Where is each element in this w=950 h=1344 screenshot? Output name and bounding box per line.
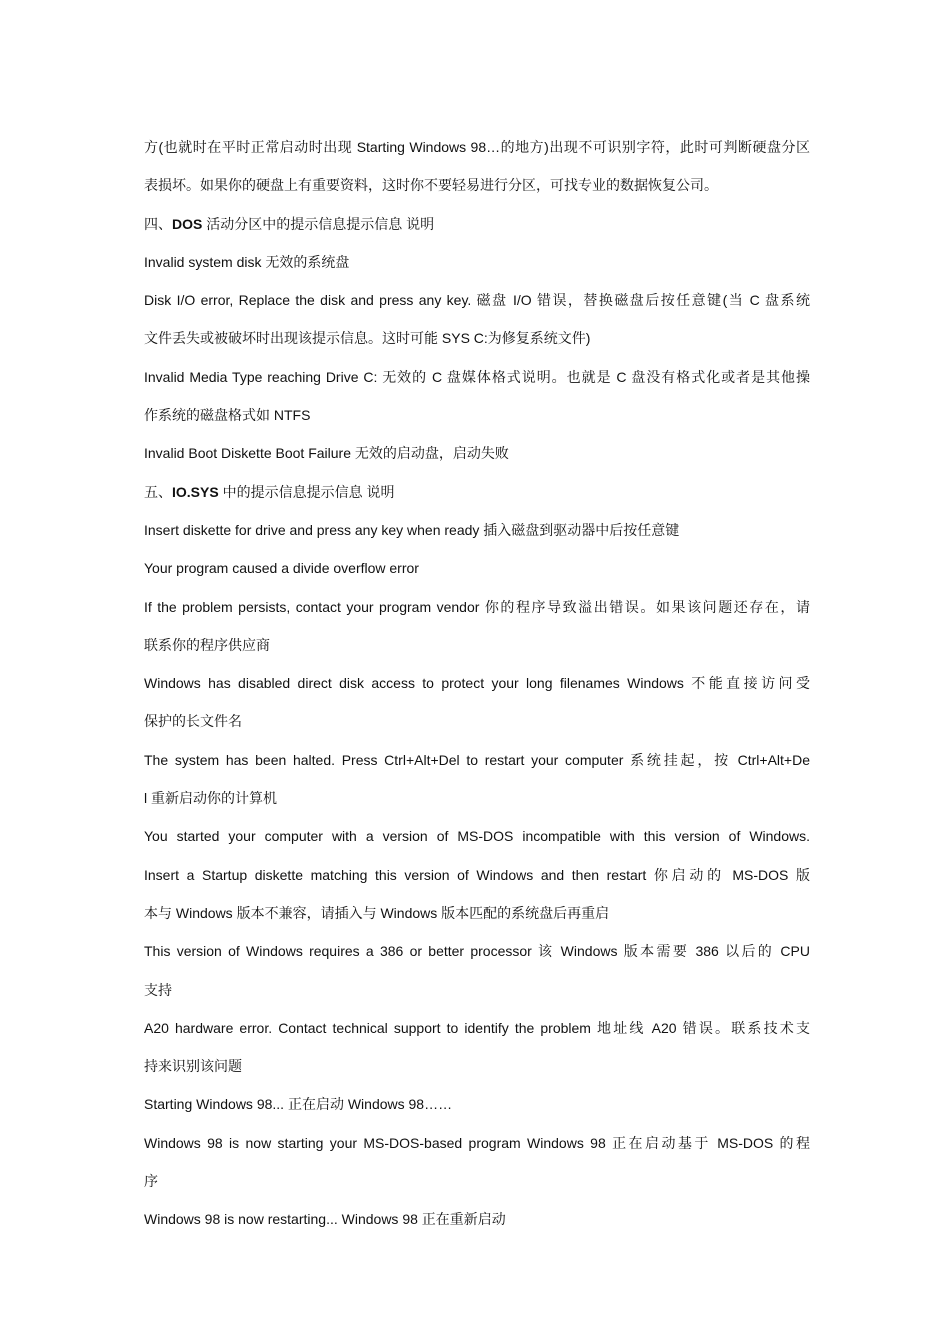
section-heading-io-sys — [144, 473, 810, 511]
heading-prefix: 四、 — [144, 215, 172, 232]
text-line: 持来识别该问题 — [144, 1058, 242, 1075]
document-body — [144, 128, 810, 1239]
heading-suffix: 中的提示信息提示信息 说明 — [218, 483, 395, 500]
text-line: Windows 98 is now starting your MS-DOS-based program Windows 98 正在启动基于 MS-DOS 的程 — [144, 1134, 810, 1151]
text-line: Invalid Media Type reaching Drive C: 无效的 C 盘媒体格式说明。也就是 C 盘没有格式化或者是其他操 — [144, 368, 810, 385]
text-line: 表损坏。如果你的硬盘上有重要资料，这时你不要轻易进行分区，可找专业的数据恢复公司。 — [144, 177, 718, 194]
heading-prefix: 五、 — [144, 483, 172, 500]
text-line: Windows has disabled direct disk access to protect your long filenames Windows 不能直接访问受 — [144, 675, 810, 692]
text-line: This version of Windows requires a 386 or better processor 该 Windows 版本需要 386 以后的 CPU — [144, 943, 810, 960]
heading-suffix: 活动分区中的提示信息提示信息 说明 — [202, 215, 435, 232]
text-line: 方(也就时在平时正常启动时出现 Starting Windows 98…的地方)出现不可识别字符，此时可判断硬盘分区 — [144, 139, 810, 155]
section-heading-dos — [144, 205, 810, 243]
text-line: You started your computer with a version of MS-DOS incompatible with this version of Windows. — [144, 828, 810, 845]
text-line: Invalid system disk 无效的系统盘 — [144, 253, 350, 270]
text-line: If the problem persists, contact your program vendor 你的程序导致溢出错误。如果该问题还存在，请 — [144, 598, 810, 615]
text-line: Starting Windows 98... 正在启动 Windows 98…… — [144, 1096, 453, 1113]
text-line: Disk I/O error, Replace the disk and press any key. 磁盘 I/O 错误，替换磁盘后按任意键(当 C 盘系统 — [144, 292, 810, 309]
text-line: Insert diskette for drive and press any key when ready 插入磁盘到驱动器中后按任意键 — [144, 521, 680, 538]
text-line: Invalid Boot Diskette Boot Failure 无效的启动盘，启动失败 — [144, 445, 509, 462]
text-line: 保护的长文件名 — [144, 713, 242, 730]
text-line: l 重新启动你的计算机 — [144, 790, 277, 807]
heading-keyword: DOS — [172, 215, 203, 232]
text-line: 本与 Windows 版本不兼容，请插入与 Windows 版本匹配的系统盘后再重启 — [144, 904, 610, 921]
text-line: 序 — [144, 1173, 158, 1190]
text-line: 支持 — [144, 981, 172, 998]
text-line: Your program caused a divide overflow error — [144, 560, 419, 577]
text-line: A20 hardware error. Contact technical support to identify the problem 地址线 A20 错误。联系技术支 — [144, 1019, 810, 1036]
text-line: 联系你的程序供应商 — [144, 636, 270, 653]
text-line: The system has been halted. Press Ctrl+Alt+Del to restart your computer 系统挂起，按 Ctrl+Alt+De — [144, 751, 810, 768]
text-line: 作系统的磁盘格式如 NTFS — [144, 407, 311, 424]
heading-keyword: IO.SYS — [172, 483, 219, 500]
text-line: Windows 98 is now restarting... Windows 98 正在重新启动 — [144, 1211, 506, 1228]
text-line: 文件丢失或被破坏时出现该提示信息。这时可能 SYS C:为修复系统文件) — [144, 330, 591, 347]
text-line: Insert a Startup diskette matching this version of Windows and then restart 你启动的 MS-DOS 版 — [144, 866, 810, 883]
